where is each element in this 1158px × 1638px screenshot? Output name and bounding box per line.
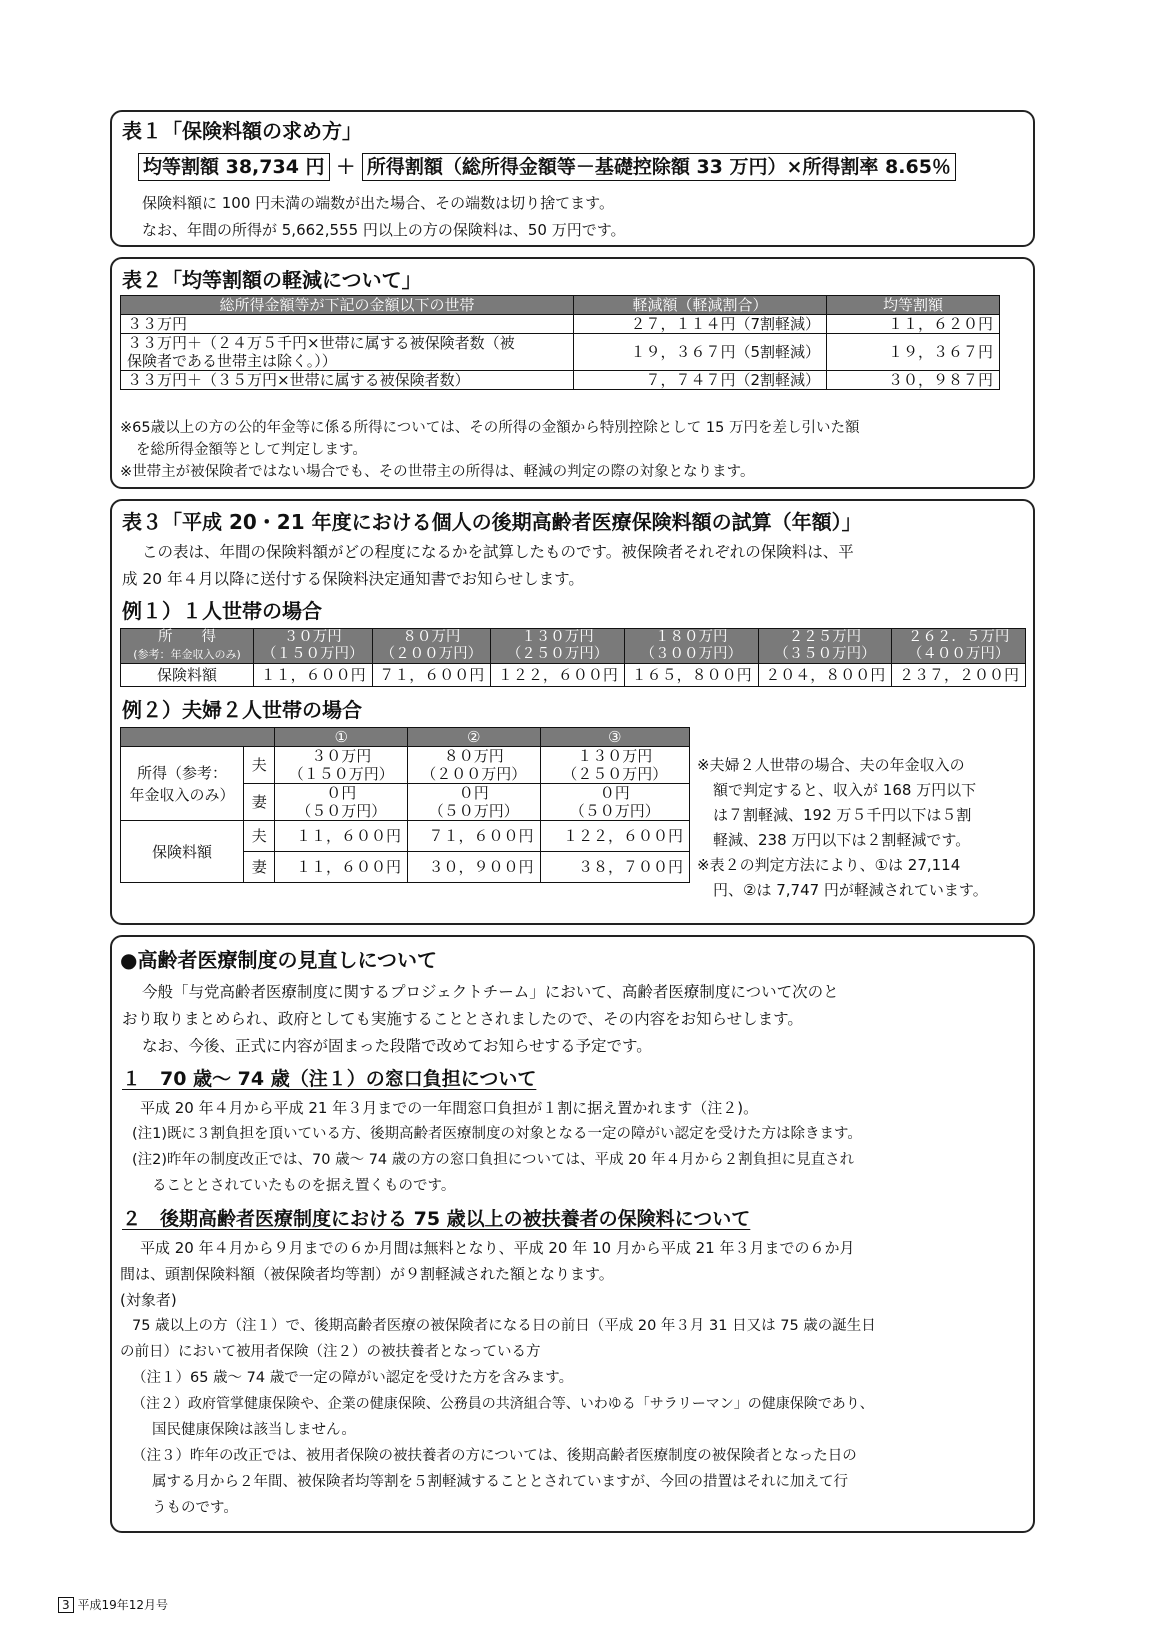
table-cell: ２７，１１４円（7割軽減） (574, 315, 827, 334)
table-cell: ３８，７００円 (540, 852, 689, 883)
income-header (121, 629, 254, 664)
income-header-label: 所 得 (158, 629, 216, 645)
husband-label: 夫 (244, 821, 275, 852)
table2-note2: ※世帯主が被保険者ではない場合でも、その世帯主の所得は、軽減の判定の際の対象となります。 (120, 464, 755, 480)
section2-line2: 間は、頭割保険料額（被保険者均等割）が９割軽減された額となります。 (120, 1265, 614, 1283)
table-cell: ７，７４７円（2割軽減） (574, 371, 827, 390)
table1-title: 表１「保険料額の求め方」 (122, 119, 362, 143)
issue-label: 平成19年12月号 (77, 1598, 169, 1612)
table2-note1b: を総所得金額等として判定します。 (136, 442, 367, 458)
reduction-table (120, 295, 1000, 390)
table-cell: ０円 （５０万円） (275, 784, 408, 821)
table-cell: ２０４，８００円 (758, 664, 892, 687)
income-col: ２２５万円 （３５０万円） (758, 629, 892, 664)
table-row (121, 821, 690, 852)
table3-box (110, 499, 1035, 925)
income-col: ３０万円 （１５０万円） (254, 629, 373, 664)
table-cell: ７１，６００円 (372, 664, 491, 687)
table-cell: ３３万円＋（３５万円×世帯に属する被保険者数） (121, 371, 574, 390)
example2-side-note: ※夫婦２人世帯の場合、夫の年金収入の 額で判定すると、収入が 168 万円以下 は７割軽減、192 万５千円以下は５割 軽減、238 万円以下は２割軽減です。 ※表２の判定方法により、①は 27,114 円、②は 7,747 円が軽減されています。 (697, 756, 988, 899)
table-cell: ８０万円 （２００万円） (408, 747, 541, 784)
table3-intro1: この表は、年間の保険料額がどの程度になるかを試算したものです。被保険者それぞれの保険料は、平 (142, 543, 854, 561)
table-cell: １１，６００円 (275, 852, 408, 883)
table-cell: ０円 （５０万円） (408, 784, 541, 821)
page-footer (58, 1596, 168, 1613)
page-number: 3 (58, 1597, 74, 1613)
income-col: １８０万円 （３００万円） (624, 629, 758, 664)
table-cell: １９，３６７円（5割軽減） (574, 334, 827, 371)
section1-line1: 平成 20 年４月から平成 21 年３月までの一年間窓口負担が１割に据え置かれます（注２)。 (140, 1099, 759, 1117)
section1-note2: (注2)昨年の制度改正では、70 歳～ 74 歳の方の窓口負担については、平成 20 年４月から２割負担に見直され (132, 1152, 855, 1168)
table-cell: １１，６２０円 (827, 315, 1000, 334)
section1-heading: １ 70 歳～ 74 歳（注１）の窓口負担について (122, 1068, 537, 1090)
section2-note3-cont2: うものです。 (152, 1500, 238, 1516)
section2-note3-cont1: 属する月から２年間、被保険者均等割を５割軽減することとされていますが、今回の措置はそれに加えて行 (152, 1474, 848, 1490)
review-box (110, 935, 1035, 1533)
col-header: 総所得金額等が下記の金額以下の世帯 (121, 296, 574, 315)
review-title: ●高齢者医療制度の見直しについて (120, 948, 438, 972)
table-cell: ３０，９８７円 (827, 371, 1000, 390)
table-cell: １３０万円 （２５０万円） (540, 747, 689, 784)
section2-target-label: (対象者) (120, 1291, 177, 1309)
table-row (121, 315, 1000, 334)
example2-table (120, 727, 690, 883)
table1-note1: 保険料額に 100 円未満の端数が出た場合、その端数は切り捨てます。 (142, 194, 614, 212)
income-col: １３０万円 （２５０万円） (491, 629, 625, 664)
table-row (121, 664, 1026, 687)
wife-label: 妻 (244, 852, 275, 883)
col-header: ① (275, 728, 408, 747)
table-cell: １２２，６００円 (540, 821, 689, 852)
table-cell: ０円 （５０万円） (540, 784, 689, 821)
row-label: 所得（参考： 年金収入のみ） (121, 747, 244, 821)
col-header: 均等割額 (827, 296, 1000, 315)
example1-table (120, 628, 1026, 687)
formula (138, 152, 956, 179)
table1-box (110, 110, 1035, 247)
row-label: 保険料額 (121, 664, 254, 687)
table-cell: １２２，６００円 (491, 664, 625, 687)
example1-title: 例１）１人世帯の場合 (122, 599, 322, 623)
formula-plus: ＋ (336, 156, 356, 178)
table-cell: １６５，８００円 (624, 664, 758, 687)
section2-note1: （注１）65 歳～ 74 歳で一定の障がい認定を受けた方を含みます。 (132, 1370, 574, 1386)
formula-flat-rate: 均等割額 38,734 円 (138, 153, 330, 181)
table-cell: １９，３６７円 (827, 334, 1000, 371)
example2-title: 例２）夫婦２人世帯の場合 (122, 698, 362, 722)
table-row (121, 371, 1000, 390)
table3-title: 表３「平成 20・21 年度における個人の後期高齢者医療保険料額の試算（年額）」 (122, 510, 862, 534)
table1-note2: なお、年間の所得が 5,662,555 円以上の方の保険料は、50 万円です。 (142, 221, 626, 239)
table2-box (110, 257, 1035, 489)
table-cell: ７１，６００円 (408, 821, 541, 852)
income-header-sub: (参考：年金収入のみ) (133, 648, 241, 661)
section2-target1: 75 歳以上の方（注１）で、後期高齢者医療の被保険者になる日の前日（平成 20 年３月 31 日又は 75 歳の誕生日 (132, 1318, 876, 1334)
husband-label: 夫 (244, 747, 275, 784)
table-cell: ３３万円 (121, 315, 574, 334)
income-col: ８０万円 （２００万円） (372, 629, 491, 664)
table2-title: 表２「均等割額の軽減について」 (122, 268, 422, 292)
table3-intro2: 成 20 年４月以降に送付する保険料決定通知書でお知らせします。 (122, 570, 584, 588)
table-cell: １１，６００円 (275, 821, 408, 852)
formula-income-rate: 所得割額（総所得金額等－基礎控除額 33 万円）×所得割率 8.65％ (362, 153, 956, 181)
col-header: ③ (540, 728, 689, 747)
section2-note2: （注２）政府管掌健康保険や、企業の健康保険、公務員の共済組合等、いわゆる「サラリーマン」の健康保険であり、 (132, 1396, 874, 1412)
table-cell: ２３７，２００円 (892, 664, 1026, 687)
table-row (121, 334, 1000, 371)
wife-label: 妻 (244, 784, 275, 821)
table-cell: ３３万円＋（２４万５千円×世帯に属する被保険者数（被 保険者である世帯主は除く。）） (121, 334, 574, 371)
section2-heading: ２ 後期高齢者医療制度における 75 歳以上の被扶養者の保険料について (122, 1208, 751, 1230)
review-intro3: なお、今後、正式に内容が固まった段階で改めてお知らせする予定です。 (142, 1037, 652, 1055)
col-header: ② (408, 728, 541, 747)
table-row (121, 747, 690, 784)
row-label: 保険料額 (121, 821, 244, 883)
section2-target2: の前日）において被用者保険（注２）の被扶養者となっている方 (120, 1344, 541, 1360)
review-intro1: 今般「与党高齢者医療制度に関するプロジェクトチーム」において、高齢者医療制度について次のと (142, 983, 839, 1001)
section2-note2-cont: 国民健康保険は該当しません。 (152, 1422, 356, 1438)
table-cell: １１，６００円 (254, 664, 373, 687)
table-cell: ３０万円 （１５０万円） (275, 747, 408, 784)
section2-line1: 平成 20 年４月から９月までの６か月間は無料となり、平成 20 年 10 月から平成 21 年３月までの６か月 (140, 1239, 855, 1257)
section1-note1: (注1)既に３割負担を頂いている方、後期高齢者医療制度の対象となる一定の障がい認定を受けた方は除きます。 (132, 1126, 862, 1142)
corner-header (121, 728, 275, 747)
col-header: 軽減額（軽減割合） (574, 296, 827, 315)
review-intro2: おり取りまとめられ、政府としても実施することとされましたので、その内容をお知らせします。 (122, 1010, 803, 1028)
section2-note3: （注３）昨年の改正では、被用者保険の被扶養者の方については、後期高齢者医療制度の被保険者となった日の (132, 1448, 857, 1464)
section1-note2-cont: ることとされていたものを据え置くものです。 (152, 1178, 456, 1194)
table2-note1a: ※65歳以上の方の公的年金等に係る所得については、その所得の金額から特別控除として 15 万円を差し引いた額 (120, 420, 860, 436)
income-col: ２６２．５万円 （４００万円） (892, 629, 1026, 664)
table-cell: ３０，９００円 (408, 852, 541, 883)
